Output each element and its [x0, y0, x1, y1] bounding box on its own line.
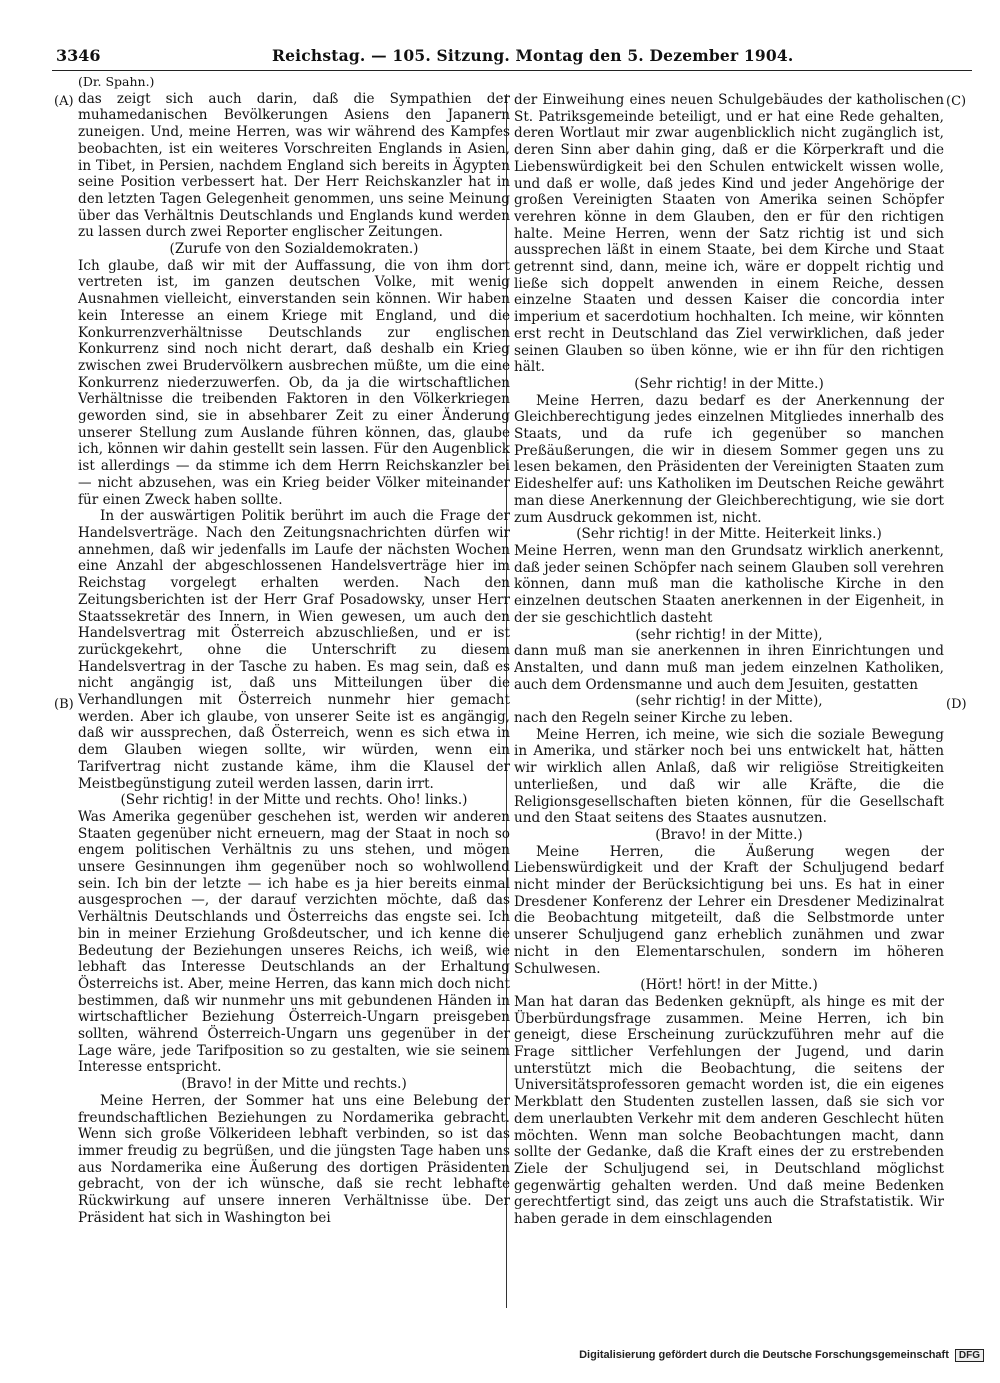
right-column [514, 92, 944, 1332]
interjection: (Hört! hört! in der Mitte.) [640, 977, 818, 994]
margin-marker-a: (A) [54, 94, 74, 109]
paragraph: dann muß man sie anerkennen in ihren Einrichtungen und Anstalten, und dann muß man jedem einzelnen Katholiken, auch dem Ordensmanne und auch dem Jesuiten, gestatten [514, 643, 944, 693]
paragraph: Meine Herren, die Äußerung wegen der Liebenswürdigkeit und der Kraft der Schuljugend bedarf nicht minder der Berücksichtigung bei uns. Es hat in einer Dresdener Konferenz der Lehrer ein Dresdener Medizinalrat die Beobachtung mitgeteilt, daß die Selbstmorde unter unserer Schuljugend ganz erheblich zunähmen und zwar nicht in den Elementarschulen, sondern im höheren Schulwesen. [514, 843, 944, 977]
paragraph: Meine Herren, der Sommer hat uns eine Belebung der freundschaftlichen Beziehungen zu Nordamerika gebracht. Wenn sich große Völkerideen lebhaft verbinden, so ist das immer freudig zu begrüßen, und die jüngsten Tage haben uns aus Nordamerika eine Äußerung des dortigen Präsidenten gebracht, von der ich wünsche, daß sie recht lebhafte Rückwirkung auf unsere inneren Verhältnisse übe. Der Präsident hat sich in Washington bei [78, 1092, 510, 1226]
interjection: (Sehr richtig! in der Mitte. Heiterkeit links.) [576, 526, 882, 543]
paragraph: Man hat daran das Bedenken geknüpft, als hinge es mit der Überbürdungsfrage zusammen. Meine Herren, ich bin geneigt, diese Erscheinung zurückzuführen mehr auf die Frage sittlicher Verfehlungen der Jugend, und darin unterstützt mich die Beobachtung, die seitens der Universitätsprofessoren gemacht worden ist, die ein eigenes Merkblatt den Studenten zustellen lassen, daß sie sich vor dem unerlaubten Verkehr mit dem anderen Geschlecht hüten möchten. Wenn man solche Beobachtungen macht, dann sollte der Gedanke, daß die Kraft eines der zu erstrebenden Ziele der Schuljugend sei, in Deutschland möglichst gegenwärtig gehalten werden. Und daß meine Bedenken gerechtfertigt sind, das zeigt uns auch die Strafstatistik. Wir haben gerade in dem einschlagenden [514, 993, 944, 1228]
interjection: (Bravo! in der Mitte.) [655, 826, 803, 843]
speaker-name: (Dr. Spahn.) [78, 74, 155, 89]
paragraph: Meine Herren, ich meine, wie sich die soziale Bewegung in Amerika, und stärker noch bei uns entwickelt hat, hätten wir wirklich allen Anlaß, daß wir religiöse Streitigkeiten unterließen, und daß wir alle Kräfte, die die Religionsgesellschaften bieten können, für die Gesellschaft und den Staat seitens des Staates ausnutzen. [514, 726, 944, 827]
paragraph: Meine Herren, wenn man den Grundsatz wirklich anerkennt, daß jeder seinen Schöpfer nach seinem Glauben soll verehren können, dann muß man die katholische Kirche in den einzelnen deutschen Staaten anerkennen in der Eigenheit, in der sie geschichtlich dasteht [514, 542, 944, 626]
margin-marker-c: (C) [946, 94, 967, 109]
interjection: (Sehr richtig! in der Mitte und rechts. Oho! links.) [120, 792, 468, 809]
interjection: (sehr richtig! in der Mitte), [635, 693, 823, 710]
paragraph: der Einweihung eines neuen Schulgebäudes der katholischen St. Patriksgemeinde beteiligt, und er hat eine Rede gehalten, deren Wortlaut mir zwar augenblicklich nicht zugänglich ist, deren Sinn aber dahin ging, daß er die Körperkraft und die Liebenswürdigkeit bei den Schulen entwickelt wissen wolle, und daß er wolle, daß jedes Kind und jeder Angehörige der großen Vereinigten Staaten von Amerika seinen Schöpfer verehren könne in dem Glauben, den er für den richtigen halte. Meine Herren, wenn der Satz richtig ist und sich aussprechen läßt in einem Staate, bei dem Kirche und Staat getrennt sind, dann, meine ich, wäre er doppelt richtig und ließe sich doppelt anwenden in einem Reiche, dessen einzelne Staaten und dessen Kaiser die concordia inter imperium et sacerdotium hochhalten. Ich meine, wir könnten erst recht in Deutschland das Ziel verwirklichen, daß jeder seinen Glauben so üben könne, wie er ihn für den richtigen hält. [514, 92, 944, 376]
paragraph: das zeigt sich auch darin, daß die Sympathien der muhamedanischen Bevölkerungen Asiens den Japanern zuneigen. Und, meine Herren, was wir während des Kampfes beobachten, ist ein weiteres Vorschreiten Englands in Asien, in Tibet, in Persien, nachdem England sich bereits in Ägypten seine Position verbessert hat. Der Herr Reichskanzler hat in den letzten Tagen Gelegenheit genommen, uns seine Meinung über das Verhältnis Deutschlands und Englands kund werden zu lassen durch zwei Reporter englischer Zeitungen. [78, 90, 510, 241]
paragraph: Meine Herren, dazu bedarf es der Anerkennung der Gleichberechtigung jedes einzelnen Mitgliedes innerhalb des Staats, und da rufe ich gegenüber so manchen Preßäußerungen, die wir in diesem Sommer gegen uns zu lesen bekamen, den Präsidenten der Vereinigten Staaten zum Eideshelfer auf: uns Katholiken im Deutschen Reiche gewährt man diese Anerkennung der Gleichberechtigung, wie sie dort zum Ausdruck gekommen ist, nicht. [514, 392, 944, 526]
running-head: Reichstag. — 105. Sitzung. Montag den 5. Dezember 1904. [272, 46, 794, 65]
paragraph: Was Amerika gegenüber geschehen ist, werden wir anderen Staaten gegenüber nicht erneuern, mag der Staat in noch so engem politischen Verhältnis zu uns stehen, und mögen unsere Gesinnungen ihm gegenüber noch so wohlwollend sein. Ich bin der letzte — ich habe es ja hier bereits einmal ausgesprochen —, der darauf verzichten möchte, daß das Verhältnis Deutschlands und Österreichs das engste sei. Ich bin in meiner Erziehung Großdeutscher, und ich kenne die Bedeutung der Beziehungen unseres Reichs, ich weiß, wie lebhaft das Interesse Deutschlands an der Erhaltung Österreichs ist. Aber, meine Herren, das kann mich doch nicht bestimmen, daß wir nunmehr uns mit gebundenen Händen in wirtschaftlicher Beziehung Österreich-Ungarn preisgeben sollten, während Österreich-Ungarn uns gegenüber in der Lage wäre, jede Tarifposition so zu gestalten, wie sie seinem Interesse entspricht. [78, 808, 510, 1076]
footer-credit-text: Digitalisierung gefördert durch die Deutsche Forschungsgemeinschaft [579, 1349, 949, 1361]
page-number: 3346 [56, 46, 101, 65]
margin-marker-d: (D) [946, 697, 967, 712]
paragraph: Ich glaube, daß wir mit der Auffassung, die von ihm dort vertreten ist, im ganzen deutschen Volke, mit wenig Ausnahmen vielleicht, einverstanden sein können. Wir haben kein Interesse an einem Kriege mit England, und die Konkurrenzverhältnisse Deutschlands zur englischen Konkurrenz sind noch nicht derart, daß deshalb ein Krieg zwischen zwei Brudervölkern ausbrechen müßte, um die eine Konkurrenz niederzuwerfen. Ob, da ja die wirtschaftlichen Verhältnisse die treibenden Faktoren in den Völkerkriegen geworden sind, sie in absehbarer Zeit zu einer Änderung unserer Stellung zum Auslande führen können, das, glaube ich, können wir dahin gestellt sein lassen. Für den Augenblick ist allerdings — da stimme ich dem Herrn Reichskanzler bei — nicht abzusehen, was ein Krieg beider Völker miteinander für einen Zweck haben sollte. [78, 257, 510, 508]
interjection: (Sehr richtig! in der Mitte.) [634, 375, 824, 392]
page-header [52, 44, 972, 71]
interjection: (sehr richtig! in der Mitte), [635, 626, 823, 643]
interjection: (Zurufe von den Sozialdemokraten.) [169, 241, 419, 258]
left-column [78, 74, 510, 1314]
paragraph: In der auswärtigen Politik berührt im auch die Frage der Handelsverträge. Nach den Zeitungsnachrichten dürfen wir annehmen, daß wir jedenfalls im Laufe der nächsten Wochen eine Anzahl der abgeschlossenen Handelsverträge hier im Reichstag vorgelegt erhalten werden. Nach den Zeitungsberichten ist der Herr Graf Posadowsky, unser Herr Staatssekretär des Innern, in Wien gewesen, um auch den Handelsvertrag mit Österreich abzuschließen, und er ist zurückgekehrt, ohne die Unterschrift zu diesem Handelsvertrag in der Tasche zu haben. Es mag sein, daß es nicht angängig ist, daß uns Mitteilungen über die Verhandlungen mit Österreich nunmehr hier gemacht werden. Aber ich glaube, von unserer Seite ist es angängig, daß wir aussprechen, daß Österreich, wenn es sich etwa in dem Glauben wiegen sollte, wir würden, wenn ein Tarifvertrag nicht zustande käme, ihm die Klausel der Meistbegünstigung zuteil werden lassen, darin irrt. [78, 508, 510, 792]
dfg-logo: DFG [955, 1349, 984, 1362]
footer-credit [579, 1349, 984, 1362]
paragraph: nach den Regeln seiner Kirche zu leben. [514, 710, 793, 727]
margin-marker-b: (B) [54, 697, 74, 712]
interjection: (Bravo! in der Mitte und rechts.) [181, 1076, 407, 1093]
